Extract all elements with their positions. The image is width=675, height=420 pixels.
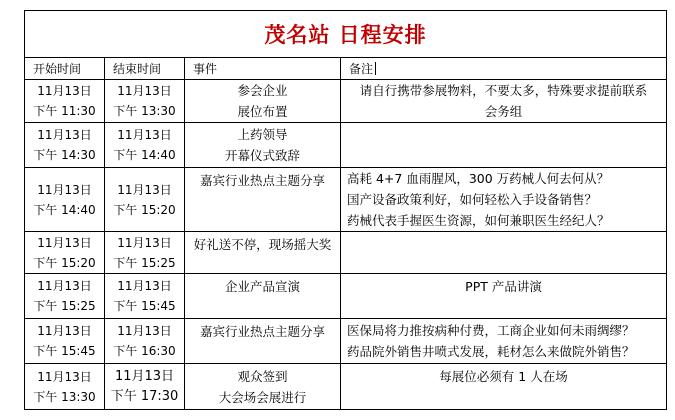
- end-time: 下午 14:40: [113, 148, 176, 162]
- note-cell: [341, 364, 667, 410]
- start-time-cell: [25, 168, 105, 232]
- event-line: 上药领导: [237, 127, 288, 142]
- event-cell: [185, 319, 341, 364]
- start-date: 11月13日: [37, 235, 92, 250]
- end-date: 11月13日: [114, 368, 175, 384]
- note-cell: [341, 319, 667, 364]
- end-time: 下午 17:30: [110, 388, 179, 404]
- note-cell: [341, 80, 667, 123]
- start-time-cell: [25, 123, 105, 168]
- start-time-cell: [25, 274, 105, 319]
- end-date: 11月13日: [117, 182, 172, 197]
- start-date: 11月13日: [37, 324, 92, 338]
- end-time-cell: [105, 123, 185, 168]
- note-line: 会务组: [484, 104, 523, 119]
- note-line: 药械代表手握医生资源，如何兼职医生经纪人？: [347, 213, 610, 228]
- event-line: 好礼送不停，现场摇大奖: [193, 237, 332, 252]
- start-time: 下午 15:25: [33, 299, 96, 313]
- table-row: [25, 232, 667, 274]
- end-date: 11月13日: [117, 128, 172, 142]
- end-time-cell: [105, 168, 185, 232]
- text-cursor: [375, 62, 376, 75]
- end-date: 11月13日: [117, 84, 172, 98]
- start-time: 下午 11:30: [33, 104, 96, 118]
- event-line: 展位布置: [237, 104, 288, 119]
- table-row: [25, 80, 667, 123]
- start-date: 11月13日: [37, 84, 92, 98]
- event-cell: [185, 80, 341, 123]
- start-time: 下午 15:20: [33, 255, 96, 270]
- event-line: 企业产品宣演: [224, 279, 300, 294]
- end-time-cell: [105, 319, 185, 364]
- header-row: [25, 58, 667, 80]
- end-time: 下午 15:25: [113, 255, 176, 270]
- header-event: 事件: [185, 58, 341, 80]
- start-date: 11月13日: [37, 279, 92, 293]
- end-time-cell: [105, 364, 185, 410]
- event-cell: [185, 168, 341, 232]
- event-line: 开幕仪式致辞: [224, 148, 300, 163]
- table-row: [25, 123, 667, 168]
- event-line: 嘉宾行业热点主题分享: [199, 324, 325, 339]
- header-note[interactable]: [341, 58, 667, 80]
- schedule-table: [24, 10, 667, 410]
- start-time: 下午 13:30: [33, 389, 96, 404]
- start-date: 11月13日: [37, 369, 92, 384]
- note-line: 请自行携带参展物料，不要太多，特殊要求提前联系: [359, 83, 648, 98]
- start-time: 下午 14:30: [33, 148, 96, 162]
- end-time: 下午 13:30: [113, 104, 176, 118]
- start-time-cell: [25, 319, 105, 364]
- title-cell: [25, 11, 667, 58]
- table-row: [25, 168, 667, 232]
- event-cell: [185, 232, 341, 274]
- end-date: 11月13日: [117, 324, 172, 338]
- note-line: 国产设备政策利好，如何轻松入手设备销售？: [347, 192, 598, 207]
- note-cell-empty: [341, 232, 667, 274]
- event-line: 观众签到: [237, 368, 288, 384]
- end-time-cell: [105, 232, 185, 274]
- page-title: 茂名站 日程安排: [264, 23, 427, 47]
- note-cell: [341, 274, 667, 319]
- header-start-time: 开始时间: [25, 58, 105, 80]
- end-date: 11月13日: [117, 235, 172, 250]
- note-line: PPT 产品讲演: [465, 279, 542, 294]
- start-date: 11月13日: [37, 128, 92, 142]
- header-end-time: 结束时间: [105, 58, 185, 80]
- header-note-label: 备注: [349, 62, 374, 76]
- end-time: 下午 15:45: [113, 299, 176, 313]
- start-date: 11月13日: [37, 182, 92, 197]
- note-line: 医保局将力推按病种付费，工商企业如何未雨绸缪？: [347, 323, 635, 338]
- event-line: 大会场会展进行: [218, 389, 307, 405]
- start-time-cell: [25, 80, 105, 123]
- event-line: 嘉宾行业热点主题分享: [199, 173, 325, 188]
- start-time: 下午 14:40: [33, 202, 96, 217]
- start-time-cell: [25, 364, 105, 410]
- start-time: 下午 15:45: [33, 344, 96, 358]
- event-cell: [185, 274, 341, 319]
- event-line: 参会企业: [237, 83, 288, 98]
- note-cell: [341, 168, 667, 232]
- start-time-cell: [25, 232, 105, 274]
- event-cell: [185, 123, 341, 168]
- table-row: [25, 319, 667, 364]
- note-cell-empty: [341, 123, 667, 168]
- end-time: 下午 16:30: [113, 344, 176, 358]
- end-time-cell: [105, 274, 185, 319]
- note-line: 药品院外销售井喷式发展，耗材怎么来做院外销售？: [347, 344, 635, 359]
- event-cell: [185, 364, 341, 410]
- note-line: 高耗 4+7 血雨腥风，300 万药械人何去何从？: [347, 171, 610, 186]
- end-time-cell: [105, 80, 185, 123]
- note-line: 每展位必须有 1 人在场: [439, 369, 568, 384]
- end-time: 下午 15:20: [113, 202, 176, 217]
- end-date: 11月13日: [117, 279, 172, 293]
- table-row: [25, 274, 667, 319]
- table-row: [25, 364, 667, 410]
